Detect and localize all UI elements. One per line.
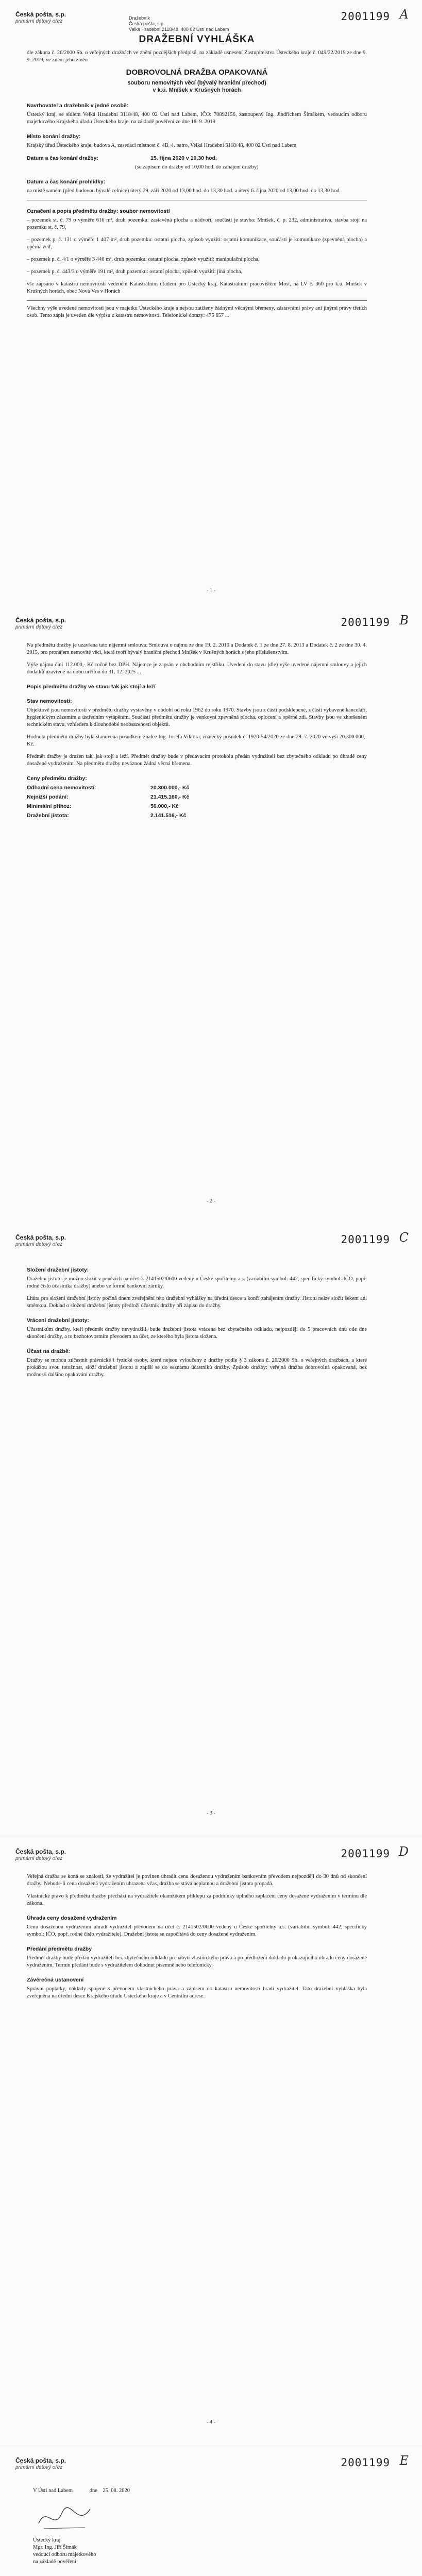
company-subtitle: primární datový ořez (15, 2465, 63, 2470)
section-heading: Účast na dražbě: (27, 1348, 71, 1354)
section-heading: Ceny předmětu dražby: (27, 775, 87, 782)
dated-label: dne (89, 2488, 97, 2494)
company-subtitle: primární datový ořez (15, 1856, 63, 1861)
divider (27, 300, 367, 301)
document-title: DRAŽEBNÍ VYHLÁŠKA (139, 34, 255, 45)
date-label: Datum a čas konání dražby: (27, 155, 98, 161)
document-page-3 (0, 1223, 422, 1835)
signature-mark (36, 2503, 93, 2534)
page-letter: C (399, 1230, 409, 1245)
auction-subject-lines (27, 79, 367, 94)
price-row (27, 793, 367, 801)
body-text: Veřejná dražba se koná se znalosti, že vydražitel je povinen uhradit cenu dosaženou vydražením bankovním převodem nejpozději do 30 dnů od skončení dražby. Nebude-li cena dosažená vydražením uhrazena včas, dražba se stává neplatnou a dražební jistota propadá. (27, 1874, 367, 1887)
signer-line: na základě pověření (33, 2559, 76, 2565)
section-heading: Vrácení dražební jistoty: (27, 1317, 89, 1324)
price-label: Minimální příhoz: (27, 803, 72, 809)
company-header (15, 2458, 66, 2471)
company-subtitle: primární datový ořez (15, 19, 63, 24)
document-page-1 (0, 0, 422, 637)
dated-value: 25. 08. 2020 (103, 2488, 130, 2494)
price-label: Nejnižší podání: (27, 794, 69, 800)
place-date-line (33, 2487, 130, 2495)
date-row (27, 155, 367, 162)
auctioneer-text: Ústecký kraj, se sídlem Velká Hradební 3118/48, 400 02 Ústí nad Labem, IČO: 70892156, zastoupený Ing. Jindřichem Šimákem, vedoucím odboru majetkového Krajského úřadu Ústeckého kraje, na základě pověření ze dne 18. 9. 2019 (27, 112, 367, 125)
company-header (15, 1234, 66, 1248)
price-label: Odhadní cena nemovitostí: (27, 785, 96, 791)
signer-block (33, 2537, 96, 2566)
section-heading: Datum a čas konání prohlídky: (27, 179, 106, 185)
price-row (27, 812, 367, 819)
state-text: Objektově jsou nemovitosti v předmětu dražby vystavěny v období od roku 1962 do roku 1970. Stavby jsou z části podsklepené, z části vybavené kanceláří, hygienickým zázemím a ústředním vytápěním. Součástí předmětu dražby je venkovní zpevněná plocha, oplocení a opěrné zdi. Stavby jsou ve zhoršeném technickém stavu, vzhledem k dlouhodobé neobsazenosti objektů. (27, 707, 367, 727)
address-line: Dražebník (129, 15, 150, 21)
lease-text: Výše nájmu činí 112.000,- Kč ročně bez DPH. Nájemce je zapsán v obchodním rejstříku. Uvedení do stavu (dle) výše uvedené nájemní smlouvy a jejich dodatků uzavřené na dobu určitou do 31. 12. 2025 ... (27, 662, 367, 675)
page-number: - 2 - (207, 1198, 215, 1204)
company-name: Česká pošta, s.p. (15, 2457, 66, 2464)
section-heading: Závěrečná ustanovení (27, 1977, 84, 1983)
price-value: 2.141.516,- Kč (150, 812, 187, 819)
object-item: – pozemek p. č. 4/1 o výměře 3 446 m², druh pozemku: ostatní plocha, způsob využití: manipulační plocha, (27, 257, 260, 262)
place-text: V Ústí nad Labem (33, 2488, 73, 2494)
section-heading: Navrhovatel a dražebník v jedné osobě: (27, 103, 129, 109)
object-item: – pozemek st. č. 79 o výměře 616 m², druh pozemku: zastavěná plocha a nádvoří, součástí je stavba: Mníšek, č. p. 232, administrativa, stavba stojí na pozemku st. č. 79, (27, 217, 367, 230)
page-number: - 1 - (207, 587, 215, 593)
footnote-text: Všechny výše uvedené nemovitosti jsou v majetku Ústeckého kraje a nejsou zatíženy žádnými věcnými břemeny, zástavními právy ani jinými právy třetích osob. Tento zápis je uveden dle výpisu z katastru nemovitostí. Telefonické dotazy: 475 657 ... (27, 306, 367, 318)
stamp-number: 2001199 (341, 2456, 390, 2469)
company-header (15, 11, 66, 25)
address-block (129, 15, 229, 32)
page-letter: A (399, 7, 409, 22)
stamp-number: 2001199 (341, 10, 390, 23)
price-row (27, 803, 367, 810)
section-heading: Stav nemovitosti: (27, 698, 72, 704)
object-item: – pozemek p. č. 443/3 o výměře 191 m², druh pozemku: ostatní plocha, způsob využití: jiná plocha, (27, 269, 243, 275)
document-page-5 (0, 2446, 422, 2576)
page-number: - 3 - (207, 1810, 215, 1816)
company-subtitle: primární datový ořez (15, 1242, 63, 1247)
participation-text: Dražby se mohou zúčastnit právnické i fyzické osoby, které nejsou vyloučeny z dražby podle § 3 zákona č. 26/2000 Sb. o veřejných dražbách, a které prokážou svou totožnost, složí dražební jistotu a zapíší se do seznamu účastníků dražby. Způsob dražby: veřejná dražba dobrovolná opakovaná, bez možnosti dalšího opakování dražby. (27, 1358, 367, 1378)
viewing-text: na místě samém (před budovou bývalé celnice) úterý 29. září 2020 od 13,00 hod. do 13,30 hod. a úterý 6. října 2020 od 13,00 hod. do 13,30 hod. (27, 188, 341, 194)
signer-line: Mgr. Ing. Jiří Šimák (33, 2545, 77, 2550)
body-text: Vlastnické právo k předmětu dražby přechází na vydražitele okamžikem příklepu za podmínky úplného zaplacení ceny dosažené vydražením v termínu dle zákona. (27, 1893, 367, 1906)
company-subtitle: primární datový ořez (15, 624, 63, 630)
deposit-return-text: Účastníkům dražby, kteří předmět dražby nevydražili, bude dražební jistota vrácena bez zbytečného odkladu, nejpozději do 5 pracovních dnů ode dne skončení dražby, a to bezhotovostním převodem na účet, ze kterého byla jistota složena. (27, 1327, 367, 1340)
valuation-text: Hodnota předmětu dražby byla stanovena posudkem znalce Ing. Josefa Viktora, znalecký posudek č. 1920-54/2020 ze dne 29. 7. 2020 ve výši 20.300.000,- Kč. (27, 734, 367, 747)
page-body (27, 1873, 367, 2005)
date-value: 15. října 2020 v 10,30 hod. (150, 155, 217, 161)
lease-text: Na předmětu dražby je uzavřena tato nájemní smlouva: Smlouva o nájmu ze dne 19. 2. 2010 a Dodatek č. 1 ze dne 27. 8. 2013 a Dodatek č. 2 ze dne 30. 4. 2015, pro pronájem nemovité věci, která tvoří bývalý hraniční přechod Mníšek v Krušných horách s jeho příslušenstvím. (27, 642, 367, 655)
company-name: Česká pošta, s.p. (15, 617, 66, 624)
company-name: Česká pošta, s.p. (15, 11, 66, 18)
page-body (27, 1259, 367, 1384)
company-name: Česká pošta, s.p. (15, 1234, 66, 1241)
object-item: – pozemek p. č. 131 o výměře 1 407 m², druh pozemku: ostatní plocha, způsob využití: ostatní komunikace, součástí je komunikace (zpevněná plocha) a opěrná zeď, (27, 237, 367, 250)
object-lv-text: vše zapsáno v katastru nemovitostí vedeném Katastrálním úřadem pro Ústecký kraj, Katastrálním pracovištěm Most, na LV č. 360 pro k.ú. Mníšek v Krušných horách, obec Nová Ves v Horách (27, 281, 367, 294)
company-header (15, 617, 66, 631)
section-heading: Popis předmětu dražby ve stavu tak jak stojí a leží (27, 684, 156, 690)
document-page-4 (0, 1837, 422, 2445)
page-letter: B (399, 613, 409, 628)
page-letter: E (399, 2453, 409, 2468)
signer-line: Ústecký kraj (33, 2537, 61, 2543)
subject-line: v k.ú. Mníšek v Krušných horách (153, 87, 241, 93)
page-body (27, 642, 367, 821)
stamp-number: 2001199 (341, 1848, 390, 1860)
section-heading: Místo konání dražby: (27, 133, 81, 140)
deposit-note: Lhůta pro složení dražební jistoty počíná dnem zveřejnění této dražební vyhlášky na úřední desce a končí zahájením dražby. Jistotu nelze složit šekem ani směnkou. Doklad o složení dražební jistoty předloží účastník dražby při zápisu do dražby. (27, 1296, 367, 1309)
address-line: Česká pošta, s.p. (129, 21, 165, 26)
rights-text: Předmět dražby je dražen tak, jak stojí a leží. Předmět dražby bude v předávacím protokolu předán vydražiteli bez zbytečného odkladu po úhradě ceny dosažené vydražením. Na předmětu dražby neváznou žádná věcná břemena. (27, 754, 367, 767)
section-heading: Označení a popis předmětu dražby: soubor nemovitostí (27, 208, 170, 214)
payment-text: Cenu dosaženou vydražením uhradí vydražitel převodem na účet č. 2141502/0600 vedený u České spořitelny a.s. (variabilní symbol: 442, specifický symbol: IČO, popř. rodné číslo vydražitele). Dražební jistota se započítává do ceny dosažené vydražením. (27, 1924, 367, 1937)
page-body (27, 36, 367, 325)
intro-text: dle zákona č. 26/2000 Sb. o veřejných dražbách ve znění pozdějších předpisů, na základě usnesení Zastupitelstva Ústeckého kraje č. 049/22/2019 ze dne 9. 9. 2019, ve znění jeho změn (27, 50, 367, 63)
handover-text: Předmět dražby bude předán vydražiteli bez zbytečného odkladu po nabytí vlastnického práva a po předložení dokladu prokazujícího úhradu ceny dosažené vydražením. Termín předání bude s vydražitelem dohodnut písemně nebo telefonicky. (27, 1955, 367, 1968)
price-label: Dražební jistota: (27, 812, 69, 819)
final-text: Správní poplatky, náklady spojené s převodem vlastnického práva a zápisem do katastru nemovitostí hradí vydražitel. Tato dražební vyhláška byla zveřejněna na úřední desce Krajského úřadu Ústeckého kraje a v Centrální adrese. (27, 1986, 367, 1999)
subject-line: souboru nemovitých věcí (bývalý hraniční přechod) (127, 80, 266, 86)
section-heading: Složení dražební jistoty: (27, 1267, 89, 1273)
auction-type-heading: DOBROVOLNÁ DRAŽBA OPAKOVANÁ (126, 68, 268, 77)
price-value: 21.415.160,- Kč (150, 794, 190, 800)
registration-note: (se zápisem do dražby od 10,00 hod. do zahájení dražby) (135, 164, 259, 170)
place-text: Krajský úřad Ústeckého kraje, budova A, zasedací místnost č. 4B, 4. patro, Velká Hradební 3118/48, 400 02 Ústí nad Labem (27, 143, 297, 148)
stamp-number: 2001199 (341, 616, 390, 629)
company-name: Česká pošta, s.p. (15, 1848, 66, 1855)
price-value: 50.000,- Kč (150, 803, 179, 809)
document-page-2 (0, 606, 422, 1223)
signer-line: vedoucí odboru majetkového (33, 2552, 96, 2557)
page-number: - 4 - (207, 2419, 215, 2425)
section-heading: Úhrada ceny dosažené vydražením (27, 1915, 117, 1921)
company-header (15, 1849, 66, 1862)
page-letter: D (398, 1844, 409, 1859)
address-line: Velká Hradební 2118/48, 400 02 Ústí nad Labem (129, 27, 229, 32)
section-heading: Předání předmětu dražby (27, 1946, 92, 1952)
deposit-text: Dražební jistotu je možno složit v penězích na účet č. 2141502/0600 vedený u České spořitelny a.s. (variabilní symbol: 442, specifický symbol: IČO, popř. rodné číslo účastníka dražby) anebo ve formě bankovní záruky. (27, 1276, 367, 1289)
price-row (27, 784, 367, 791)
price-value: 20.300.000,- Kč (150, 785, 190, 791)
stamp-number: 2001199 (341, 1233, 390, 1246)
